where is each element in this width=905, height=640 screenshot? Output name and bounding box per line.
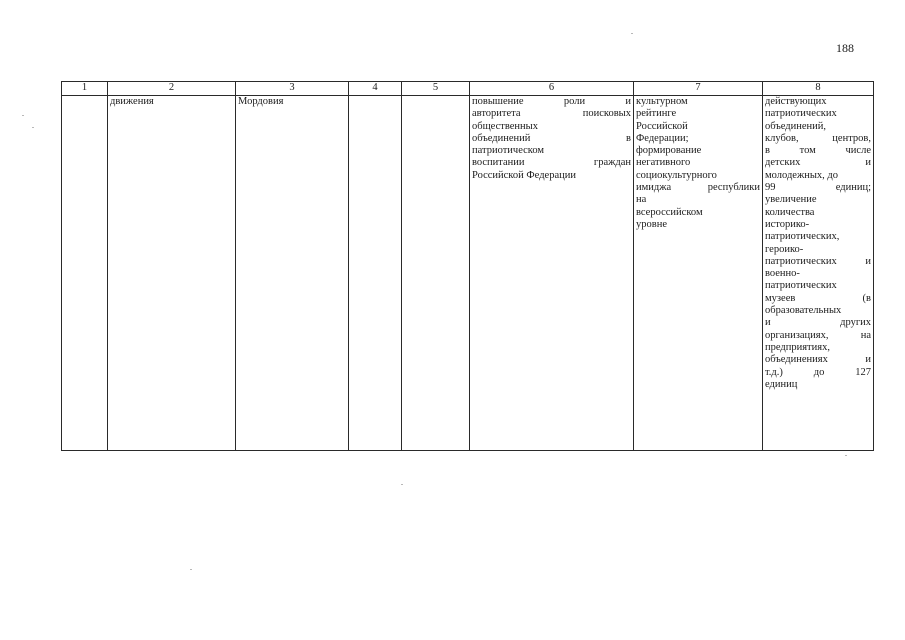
table-row xyxy=(62,96,874,451)
column-header-5: 5 xyxy=(402,82,470,96)
text-line: клубов, центров, xyxy=(765,132,871,144)
scan-speck xyxy=(845,455,847,456)
text-line: организациях, на xyxy=(765,329,871,341)
text-line: количества xyxy=(765,206,815,218)
text-line: рейтинге xyxy=(636,108,677,120)
text-line: детских и xyxy=(765,157,871,169)
table-header-row xyxy=(62,82,874,96)
text-line: объединений в xyxy=(472,132,631,144)
text-line: музеев (в xyxy=(765,292,871,304)
text-line: имиджа республики xyxy=(636,182,760,194)
text-line: всероссийском xyxy=(636,206,703,218)
text-line: патриотическом xyxy=(472,145,545,157)
cell-col-2: движения xyxy=(108,96,236,451)
column-header-3: 3 xyxy=(236,82,349,96)
cell-col-4 xyxy=(349,96,402,451)
scan-speck xyxy=(22,115,24,116)
text-line: предприятиях, xyxy=(765,341,830,353)
column-header-4: 4 xyxy=(349,82,402,96)
cell-col-6 xyxy=(470,96,634,451)
scan-speck xyxy=(631,33,633,34)
text-line: формирование xyxy=(636,145,702,157)
cell-col-7-text xyxy=(636,96,760,231)
cell-col-8-text xyxy=(765,96,871,391)
column-header-6: 6 xyxy=(470,82,634,96)
cell-col-1 xyxy=(62,96,108,451)
text-line: патриотических и xyxy=(765,255,871,267)
text-line: героико- xyxy=(765,243,804,255)
cell-col-5 xyxy=(402,96,470,451)
text-line: Российской Федерации xyxy=(472,169,576,181)
text-line: авторитета поисковых xyxy=(472,108,631,120)
text-line: т.д.) до 127 xyxy=(765,366,871,378)
scan-speck xyxy=(190,569,192,570)
text-line: образовательных xyxy=(765,305,842,317)
text-line: социокультурного xyxy=(636,169,717,181)
text-line: уровне xyxy=(636,218,667,230)
text-line: военно- xyxy=(765,268,800,280)
scan-speck xyxy=(32,127,34,128)
page-number: 188 xyxy=(836,41,854,55)
cell-col-6-text xyxy=(472,96,631,182)
data-table xyxy=(61,81,874,451)
text-line: патриотических xyxy=(765,108,837,120)
text-line: Федерации; xyxy=(636,132,689,144)
cell-col-3: Мордовия xyxy=(236,96,349,451)
text-line: действующих xyxy=(765,96,827,107)
text-line: увеличение xyxy=(765,194,817,206)
text-line: воспитании граждан xyxy=(472,157,631,169)
text-line: историко- xyxy=(765,218,810,230)
text-line: патриотических xyxy=(765,280,837,292)
text-line: негативного xyxy=(636,157,691,169)
column-header-8: 8 xyxy=(763,82,874,96)
text-line: 99 единиц; xyxy=(765,182,871,194)
text-line: культурном xyxy=(636,96,688,107)
text-line: на xyxy=(636,194,647,206)
cell-col-8 xyxy=(763,96,874,451)
column-header-7: 7 xyxy=(634,82,763,96)
text-line: единиц xyxy=(765,378,798,390)
text-line: объединений, xyxy=(765,120,827,132)
text-line: объединениях и xyxy=(765,354,871,366)
cell-col-7 xyxy=(634,96,763,451)
text-line: молодежных, до xyxy=(765,169,838,181)
column-header-2: 2 xyxy=(108,82,236,96)
text-line: патриотических, xyxy=(765,231,840,243)
text-line: общественных xyxy=(472,120,538,132)
text-line: в том числе xyxy=(765,145,871,157)
text-line: и других xyxy=(765,317,871,329)
text-line: повышение роли и xyxy=(472,96,631,107)
text-line: Российской xyxy=(636,120,688,132)
column-header-1: 1 xyxy=(62,82,108,96)
scan-speck xyxy=(401,484,403,485)
